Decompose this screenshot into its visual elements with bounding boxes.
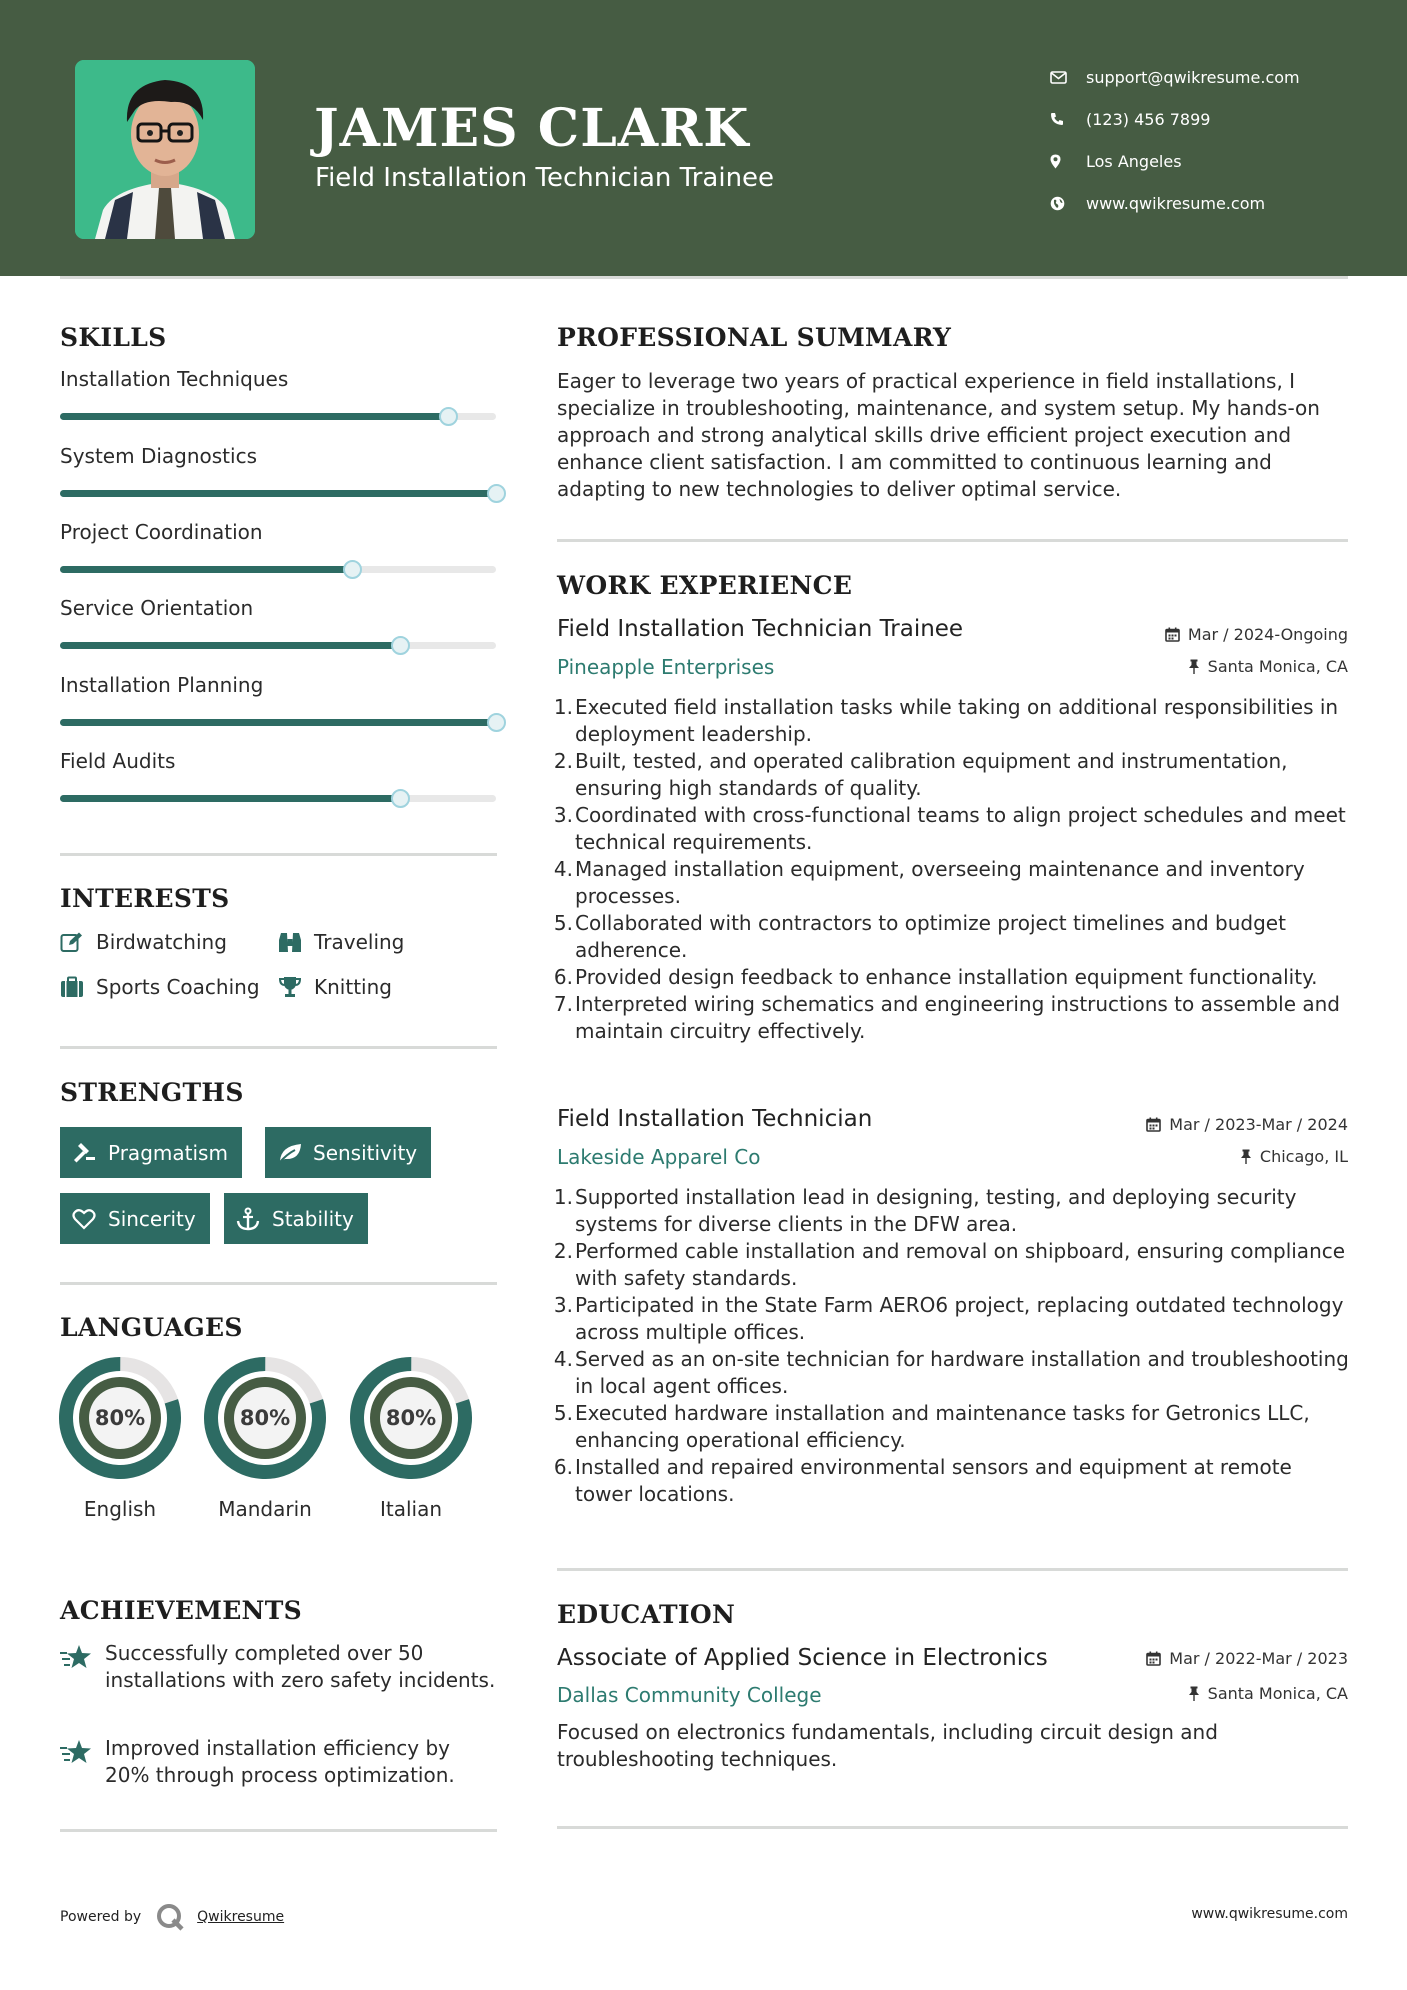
binoculars-icon — [278, 931, 314, 953]
bullet-text: Served as an on-site technician for hardware installation and troubleshooting in local agent offices. — [575, 1347, 1349, 1398]
skill-fill — [60, 490, 496, 497]
section-divider — [557, 1826, 1348, 1829]
leaf-icon — [277, 1142, 313, 1164]
section-divider — [557, 1568, 1348, 1571]
star-icon — [60, 1735, 105, 1789]
skill-label: Installation Planning — [60, 673, 264, 697]
footer-powered-by — [60, 1902, 284, 1932]
skill-fill — [60, 642, 400, 649]
contact-email[interactable] — [1050, 56, 1370, 98]
bullet-text: Coordinated with cross-functional teams to align project schedules and meet technical requirements. — [575, 803, 1346, 854]
job-bullet: 6. Provided design feedback to enhance installation equipment functionality. — [553, 965, 1318, 989]
job-bullet: 1. Executed field installation tasks while taking on additional responsibilities in deployment leadership. — [553, 695, 1339, 746]
skill-label: Field Audits — [60, 749, 176, 773]
skill-fill — [60, 719, 496, 726]
resume-header — [0, 0, 1407, 276]
job-title: Field Installation Technician Trainee — [557, 616, 964, 642]
experience-heading: WORK EXPERIENCE — [557, 571, 853, 600]
skills-heading: SKILLS — [60, 323, 167, 352]
job-bullet: 5. Collaborated with contractors to optimize project timelines and budget adherence. — [553, 911, 1286, 962]
footer-website[interactable]: www.qwikresume.com — [1191, 1906, 1348, 1922]
powered-by-text: Powered by — [60, 1909, 142, 1925]
candidate-name: JAMES CLARK — [314, 98, 750, 159]
skill-label: Installation Techniques — [60, 367, 289, 391]
degree-title: Associate of Applied Science in Electronics — [557, 1645, 1048, 1671]
job-location-text: Santa Monica, CA — [1207, 657, 1348, 676]
trophy-icon — [278, 976, 314, 998]
job-bullet: 7. Interpreted wiring schematics and engineering instructions to assemble and maintain circuitry effectively. — [553, 992, 1340, 1043]
school-name: Dallas Community College — [557, 1683, 822, 1707]
interests-heading: INTERESTS — [60, 884, 230, 913]
language-name: Italian — [379, 1497, 443, 1521]
bullet-text: Installed and repaired environmental sensors and equipment at remote tower locations. — [575, 1455, 1292, 1506]
job-dates — [1146, 1115, 1348, 1134]
section-divider — [60, 1282, 497, 1285]
skill-knob — [487, 484, 506, 503]
achievement-text: Improved installation efficiency by 20% through process optimization. — [105, 1736, 455, 1787]
job-bullets — [553, 1184, 1352, 1508]
section-divider — [60, 853, 497, 856]
job-bullet: 2. Performed cable installation and removal on shipboard, ensuring compliance with safety standards. — [553, 1239, 1346, 1290]
skill-item — [60, 673, 500, 733]
contact-phone[interactable] — [1050, 98, 1370, 140]
candidate-role: Field Installation Technician Trainee — [315, 163, 775, 193]
interest-label: Sports Coaching — [96, 975, 260, 999]
language-donut — [204, 1357, 326, 1479]
job-bullets — [553, 694, 1352, 1045]
skill-track — [60, 490, 496, 497]
job-title: Field Installation Technician — [557, 1106, 873, 1132]
profile-photo — [75, 60, 255, 239]
skill-item — [60, 596, 500, 656]
achievement-item — [60, 1735, 500, 1789]
language-name: Mandarin — [218, 1497, 312, 1521]
bullet-text: Supported installation lead in designing, testing, and deploying security systems for diverse clients in the DFW area. — [575, 1185, 1297, 1236]
contact-list — [1050, 56, 1370, 224]
calendar-icon — [1146, 1651, 1161, 1666]
section-divider — [60, 1046, 497, 1049]
language-name: English — [83, 1497, 157, 1521]
section-divider — [60, 1829, 497, 1832]
interest-label: Birdwatching — [96, 930, 227, 954]
language-percent: 80% — [94, 1406, 146, 1430]
skill-knob — [487, 713, 506, 732]
contact-email-text: support@qwikresume.com — [1086, 67, 1300, 87]
company-name: Pineapple Enterprises — [557, 655, 775, 679]
skill-item — [60, 520, 500, 580]
summary-text: Eager to leverage two years of practical experience in field installations, I specialize in troubleshooting, maintenance, and system setup. My hands-on approach and strong analytical skills drive efficient project execution and enhance client satisfaction. I am committed to continuous learning and adapting to new technologies to deliver optimal service. — [557, 369, 1320, 501]
contact-phone-text: (123) 456 7899 — [1086, 109, 1211, 129]
interest-label: Knitting — [314, 975, 392, 999]
achievement-item — [60, 1640, 500, 1694]
language-percent: 80% — [239, 1406, 291, 1430]
interest-item — [60, 930, 227, 954]
bullet-text: Executed field installation tasks while taking on additional responsibilities in deployment leadership. — [575, 695, 1339, 746]
contact-location-text: Los Angeles — [1086, 151, 1182, 171]
strength-chip — [224, 1193, 368, 1244]
skill-track — [60, 795, 496, 802]
job-bullet: 1. Supported installation lead in designing, testing, and deploying security systems for diverse clients in the DFW area. — [553, 1185, 1297, 1236]
strength-label: Stability — [272, 1206, 354, 1231]
map-pin-icon — [1050, 154, 1086, 169]
achievement-text: Successfully completed over 50 installations with zero safety incidents. — [105, 1641, 496, 1692]
contact-location — [1050, 140, 1370, 182]
skill-track — [60, 413, 496, 420]
job-bullet: 4. Managed installation equipment, overseeing maintenance and inventory processes. — [553, 857, 1305, 908]
bullet-text: Performed cable installation and removal on shipboard, ensuring compliance with safety standards. — [575, 1239, 1346, 1290]
skill-item — [60, 444, 500, 504]
education-dates-text: Mar / 2022-Mar / 2023 — [1169, 1649, 1348, 1668]
job-bullet: 6. Installed and repaired environmental sensors and equipment at remote tower locations. — [553, 1455, 1292, 1506]
pushpin-icon — [1188, 659, 1200, 674]
job-bullet: 3. Participated in the State Farm AERO6 project, replacing outdated technology across multiple offices. — [553, 1293, 1344, 1344]
education-location — [1188, 1684, 1348, 1703]
skill-item — [60, 367, 500, 427]
job-location — [1188, 657, 1348, 676]
bullet-text: Participated in the State Farm AERO6 project, replacing outdated technology across multiple offices. — [575, 1293, 1344, 1344]
skill-fill — [60, 566, 352, 573]
job-bullet: 5. Executed hardware installation and maintenance tasks for Getronics LLC, enhancing operational efficiency. — [553, 1401, 1310, 1452]
header-divider — [60, 276, 1348, 279]
education-description: Focused on electronics fundamentals, including circuit design and troubleshooting techniques. — [557, 1720, 1218, 1771]
summary-heading: PROFESSIONAL SUMMARY — [557, 323, 952, 352]
contact-website[interactable] — [1050, 182, 1370, 224]
bullet-text: Managed installation equipment, overseeing maintenance and inventory processes. — [575, 857, 1305, 908]
strength-label: Sensitivity — [313, 1140, 418, 1165]
skill-track — [60, 642, 496, 649]
strength-label: Pragmatism — [108, 1140, 228, 1165]
skill-fill — [60, 413, 448, 420]
skill-label: System Diagnostics — [60, 444, 257, 468]
languages-heading: LANGUAGES — [60, 1313, 243, 1342]
bullet-text: Provided design feedback to enhance installation equipment functionality. — [575, 965, 1318, 989]
anchor-icon — [236, 1207, 272, 1231]
job-bullet: 4. Served as an on-site technician for hardware installation and troubleshooting in local agent offices. — [553, 1347, 1349, 1398]
skill-knob — [343, 560, 362, 579]
skill-label: Service Orientation — [60, 596, 254, 620]
achievements-heading: ACHIEVEMENTS — [60, 1596, 302, 1625]
qwikresume-link[interactable]: Qwikresume — [197, 1909, 285, 1925]
strength-chip — [265, 1127, 431, 1178]
job-location — [1240, 1147, 1348, 1166]
pushpin-icon — [1240, 1149, 1252, 1164]
strength-label: Sincerity — [108, 1206, 196, 1231]
job-dates-text: Mar / 2024-Ongoing — [1187, 625, 1348, 644]
edit-icon — [60, 931, 96, 953]
education-location-text: Santa Monica, CA — [1207, 1684, 1348, 1703]
language-item — [204, 1357, 326, 1521]
star-icon — [60, 1640, 105, 1694]
bullet-text: Collaborated with contractors to optimize project timelines and budget adherence. — [575, 911, 1286, 962]
interest-item — [60, 975, 260, 999]
skill-knob — [391, 636, 410, 655]
bullet-text: Interpreted wiring schematics and engineering instructions to assemble and maintain circuitry effectively. — [575, 992, 1340, 1043]
heart-icon — [72, 1208, 108, 1230]
interest-item — [278, 975, 392, 999]
bullet-text: Executed hardware installation and maintenance tasks for Getronics LLC, enhancing operational efficiency. — [575, 1401, 1310, 1452]
interest-label: Traveling — [314, 930, 405, 954]
skill-track — [60, 566, 496, 573]
language-item — [59, 1357, 181, 1521]
job-bullet: 3. Coordinated with cross-functional teams to align project schedules and meet technical requirements. — [553, 803, 1346, 854]
language-donut — [59, 1357, 181, 1479]
skill-track — [60, 719, 496, 726]
education-dates — [1146, 1649, 1348, 1668]
section-divider — [557, 539, 1348, 542]
job-dates — [1165, 625, 1348, 644]
skill-knob — [439, 407, 458, 426]
globe-icon — [1050, 196, 1086, 211]
language-item — [350, 1357, 472, 1521]
interest-item — [278, 930, 404, 954]
gavel-icon — [72, 1142, 108, 1164]
education-heading: EDUCATION — [557, 1600, 736, 1629]
skill-knob — [391, 789, 410, 808]
strength-chip — [60, 1127, 242, 1178]
language-percent: 80% — [385, 1406, 437, 1430]
job-dates-text: Mar / 2023-Mar / 2024 — [1169, 1115, 1348, 1134]
briefcase-icon — [60, 976, 96, 998]
strength-chip — [60, 1193, 210, 1244]
skill-fill — [60, 795, 400, 802]
pushpin-icon — [1188, 1686, 1200, 1701]
phone-icon — [1050, 112, 1086, 126]
strengths-heading: STRENGTHS — [60, 1078, 244, 1107]
contact-website-text: www.qwikresume.com — [1086, 193, 1266, 213]
skill-label: Project Coordination — [60, 520, 263, 544]
envelope-icon — [1050, 71, 1086, 84]
qwikresume-logo-icon — [155, 1902, 185, 1932]
job-location-text: Chicago, IL — [1259, 1147, 1348, 1166]
job-bullet: 2. Built, tested, and operated calibration equipment and instrumentation, ensuring high standards of quality. — [553, 749, 1288, 800]
language-donut — [350, 1357, 472, 1479]
company-name: Lakeside Apparel Co — [557, 1145, 761, 1169]
calendar-icon — [1165, 627, 1180, 642]
bullet-text: Built, tested, and operated calibration equipment and instrumentation, ensuring high standards of quality. — [575, 749, 1288, 800]
calendar-icon — [1146, 1117, 1161, 1132]
skill-item — [60, 749, 500, 809]
